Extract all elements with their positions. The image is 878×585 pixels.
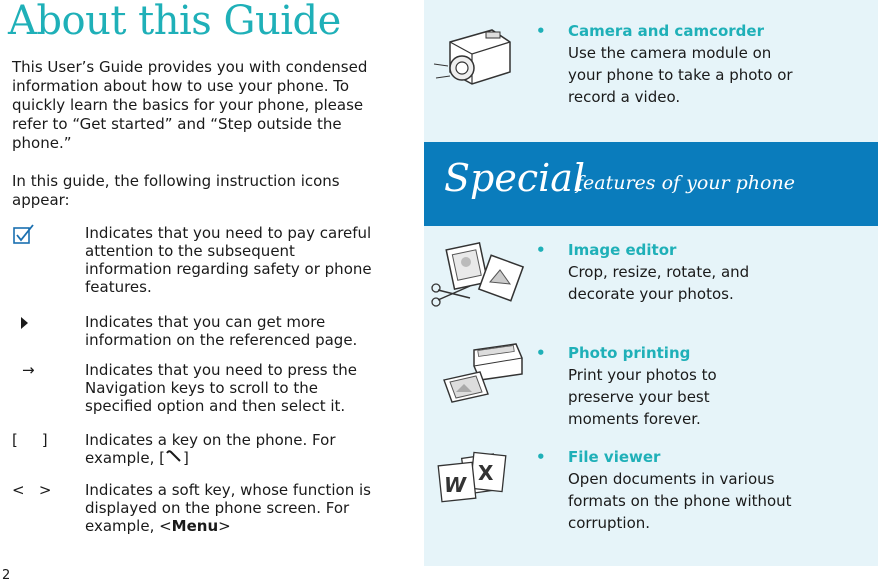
- feature-title: File viewer: [568, 448, 661, 466]
- icon-description: Indicates that you need to pay careful attention to the subsequent information regarding safety or phone features.: [85, 224, 372, 296]
- page-title: About this Guide: [8, 0, 341, 44]
- bullet-icon: •: [536, 241, 546, 259]
- feature-description: Use the camera module on your phone to take a photo or record a video.: [568, 44, 793, 106]
- checkbox-icon: [12, 224, 72, 250]
- icon-description: Indicates that you can get more information on the referenced page.: [85, 313, 358, 349]
- icon-description: Indicates a key on the phone. For example, [ ]: [85, 431, 336, 467]
- arrow-icon: →: [22, 361, 35, 379]
- feature-description: Open documents in various formats on the phone without corruption.: [568, 470, 792, 532]
- bullet-icon: •: [536, 344, 546, 362]
- image-editor-icon: [430, 238, 530, 318]
- page-number: 2: [2, 568, 11, 583]
- intro-paragraph: This User’s Guide provides you with condensed information about how to use your phone. To quickly learn the basics for your phone, please refer to “Get started” and “Step outside the phone.”: [12, 58, 368, 152]
- feature-title: Photo printing: [568, 344, 691, 362]
- bullet-icon: •: [536, 22, 546, 40]
- icon-description: Indicates a soft key, whose function is displayed on the phone screen. For example, <Menu>: [85, 481, 371, 535]
- feature-title: Camera and camcorder: [568, 22, 764, 40]
- icons-intro-paragraph: In this guide, the following instruction icons appear:: [12, 172, 340, 209]
- camera-icon: [432, 20, 522, 100]
- svg-text:W: W: [444, 473, 467, 497]
- icon-description: Indicates that you need to press the Navigation keys to scroll to the specified option and then select it.: [85, 361, 357, 415]
- triangle-pointer-icon: [12, 313, 72, 337]
- feature-title: Image editor: [568, 241, 677, 259]
- end-key-icon: [165, 449, 183, 463]
- printer-icon: [436, 340, 526, 410]
- left-page: [0, 0, 420, 585]
- angle-bracket-icon: < >: [12, 481, 52, 499]
- banner-subtitle: features of your phone: [576, 172, 795, 194]
- bracket-icon: [ ]: [12, 431, 48, 449]
- banner-title: Special: [444, 156, 586, 200]
- features-banner: [424, 142, 878, 226]
- feature-description: Crop, resize, rotate, and decorate your photos.: [568, 263, 750, 303]
- bullet-icon: •: [536, 448, 546, 466]
- svg-text:X: X: [478, 461, 494, 485]
- feature-description: Print your photos to preserve your best moments forever.: [568, 366, 717, 428]
- file-viewer-icon: [436, 450, 516, 510]
